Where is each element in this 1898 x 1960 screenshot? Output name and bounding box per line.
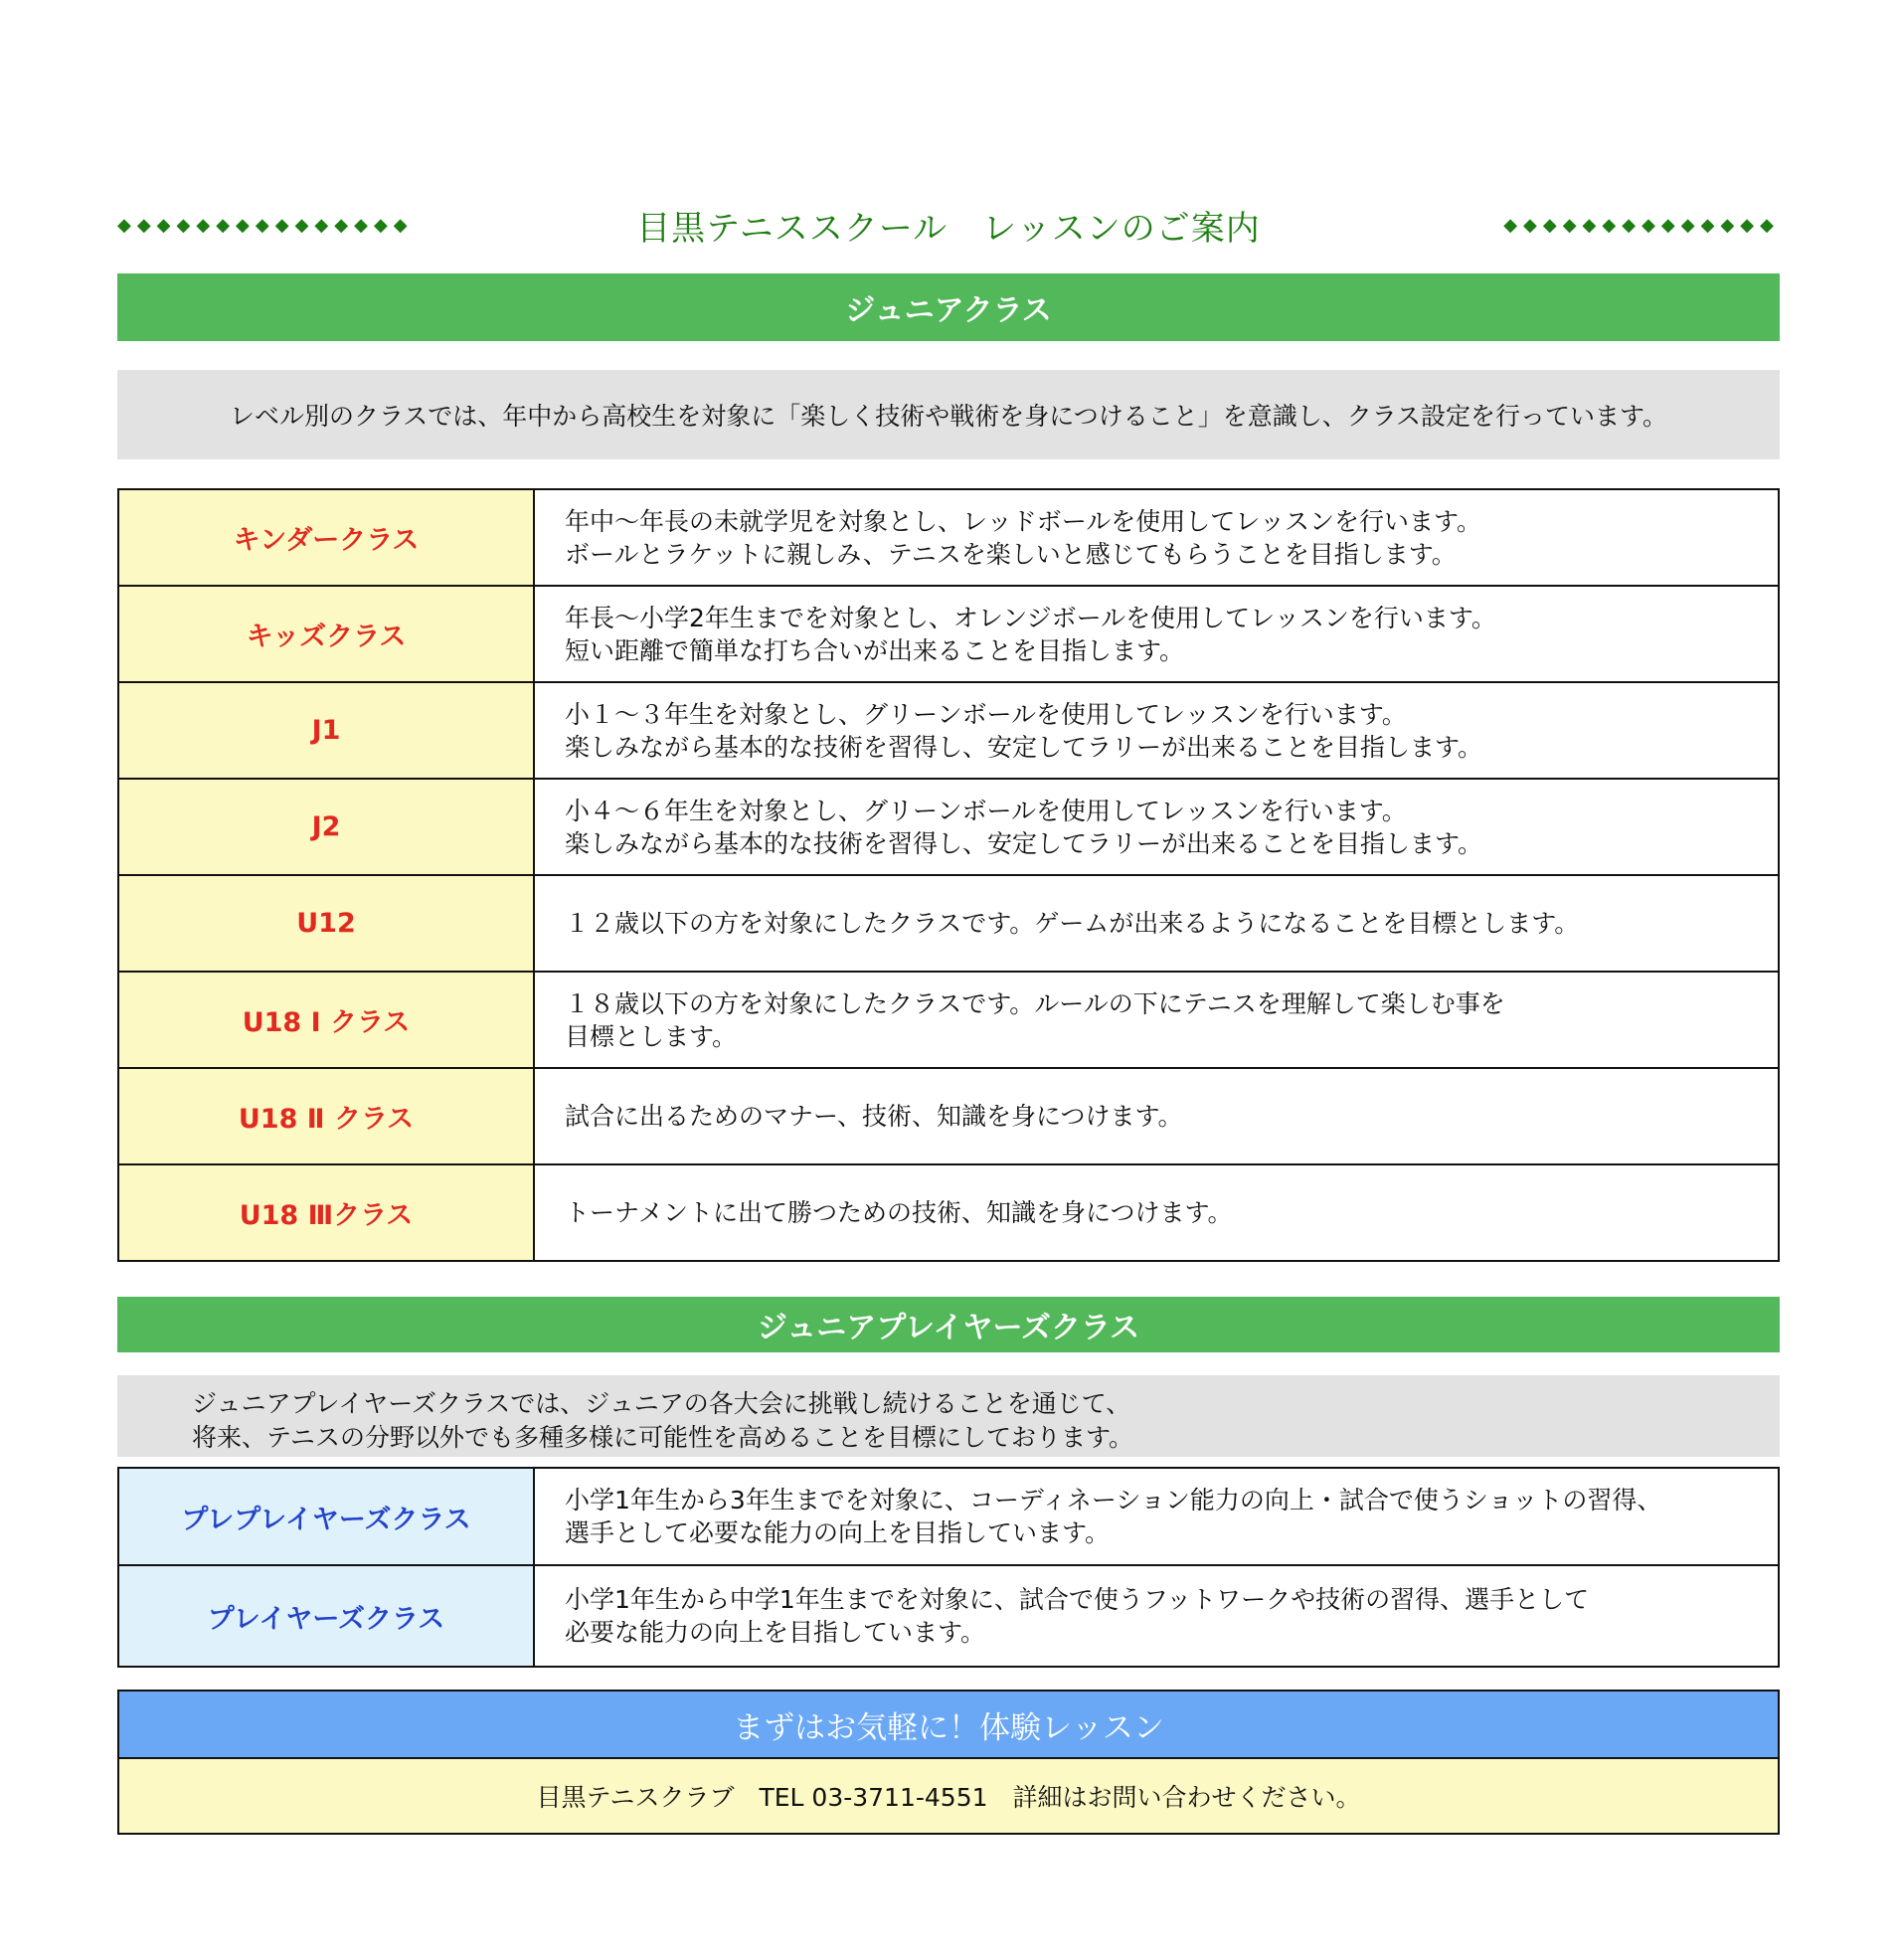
table-row [118, 1068, 1779, 1164]
junior-players-class-heading: ジュニアプレイヤーズクラス [117, 1297, 1780, 1352]
class-description [534, 875, 1779, 972]
table-row [118, 489, 1779, 586]
page-header [117, 197, 1780, 253]
class-name: キンダークラス [118, 489, 534, 586]
class-name: プレプレイヤーズクラス [118, 1468, 534, 1565]
description-line: 小４～６年生を対象とし、グリーンボールを使用してレッスンを行います。 [565, 796, 1407, 825]
description-line: 年中～年長の未就学児を対象とし、レッドボールを使用してレッスンを行います。 [565, 506, 1482, 536]
table-row [118, 1468, 1779, 1565]
table-row [118, 972, 1779, 1068]
junior-class-heading: ジュニアクラス [117, 273, 1780, 341]
class-description [534, 1565, 1779, 1667]
class-name: U18 Ⅰ クラス [118, 972, 534, 1068]
class-name: プレイヤーズクラス [118, 1565, 534, 1667]
class-description [534, 489, 1779, 586]
description-line: トーナメントに出て勝つための技術、知識を身につけます。 [565, 1198, 1233, 1227]
class-description [534, 1164, 1779, 1261]
class-name: キッズクラス [118, 586, 534, 682]
table-row [118, 1565, 1779, 1667]
trial-lesson-box [117, 1690, 1780, 1835]
class-description [534, 779, 1779, 875]
table-row [118, 779, 1779, 875]
players-intro-line: ジュニアプレイヤーズクラスでは、ジュニアの各大会に挑戦し続けることを通じて、 [192, 1389, 1131, 1418]
description-line: １２歳以下の方を対象にしたクラスです。ゲームが出来るようになることを目標とします。 [565, 909, 1580, 938]
description-line: 選手として必要な能力の向上を目指しています。 [565, 1518, 1111, 1547]
trial-lesson-heading: まずはお気軽に！体験レッスン [119, 1692, 1778, 1759]
players-intro-line: 将来、テニスの分野以外でも多種多様に可能性を高めることを目標にしております。 [192, 1423, 1134, 1452]
junior-intro-text: レベル別のクラスでは、年中から高校生を対象に「楽しく技術や戦術を身につけること」を意識し、クラス設定を行っています。 [229, 402, 1667, 431]
diamond-ornament-right: ◆◆◆◆◆◆◆◆◆◆◆◆◆◆ [1503, 214, 1780, 236]
description-line: 小学1年生から中学1年生までを対象に、試合で使うフットワークや技術の習得、選手として [565, 1585, 1590, 1614]
class-description [534, 1468, 1779, 1565]
class-description [534, 1068, 1779, 1164]
class-description [534, 682, 1779, 779]
diamond-ornament-left: ◆◆◆◆◆◆◆◆◆◆◆◆◆◆◆ [117, 214, 414, 236]
class-name: U18 Ⅱ クラス [118, 1068, 534, 1164]
class-name: U18 Ⅲクラス [118, 1164, 534, 1261]
table-row [118, 586, 1779, 682]
description-line: 小１～３年生を対象とし、グリーンボールを使用してレッスンを行います。 [565, 699, 1407, 729]
contact-info: 目黒テニスクラブ TEL 03-3711-4551 詳細はお問い合わせください。 [119, 1759, 1778, 1833]
description-line: １８歳以下の方を対象にしたクラスです。ルールの下にテニスを理解して楽しむ事を [565, 988, 1505, 1018]
players-class-table [117, 1467, 1780, 1668]
description-line: 楽しみながら基本的な技術を習得し、安定してラリーが出来ることを目指します。 [565, 732, 1483, 762]
description-line: 楽しみながら基本的な技術を習得し、安定してラリーが出来ることを目指します。 [565, 828, 1483, 858]
description-line: 必要な能力の向上を目指しています。 [565, 1618, 986, 1647]
table-row [118, 875, 1779, 972]
table-row [118, 1164, 1779, 1261]
page-title: 目黒テニススクール レッスンのご案内 [636, 208, 1261, 249]
description-line: 試合に出るためのマナー、技術、知識を身につけます。 [565, 1102, 1183, 1131]
class-description [534, 586, 1779, 682]
junior-intro [117, 370, 1780, 459]
class-description [534, 972, 1779, 1068]
description-line: 小学1年生から3年生までを対象に、コーディネーション能力の向上・試合で使うショットの習得、 [565, 1486, 1662, 1515]
description-line: 短い距離で簡単な打ち合いが出来ることを目指します。 [565, 635, 1185, 665]
class-name: J1 [118, 682, 534, 779]
players-intro [117, 1375, 1780, 1457]
description-line: 年長～小学2年生までを対象とし、オレンジボールを使用してレッスンを行います。 [565, 603, 1496, 632]
table-row [118, 682, 1779, 779]
class-name: U12 [118, 875, 534, 972]
description-line: 目標とします。 [565, 1021, 738, 1051]
class-name: J2 [118, 779, 534, 875]
description-line: ボールとラケットに親しみ、テニスを楽しいと感じてもらうことを目指します。 [565, 539, 1457, 569]
junior-class-table [117, 488, 1780, 1262]
